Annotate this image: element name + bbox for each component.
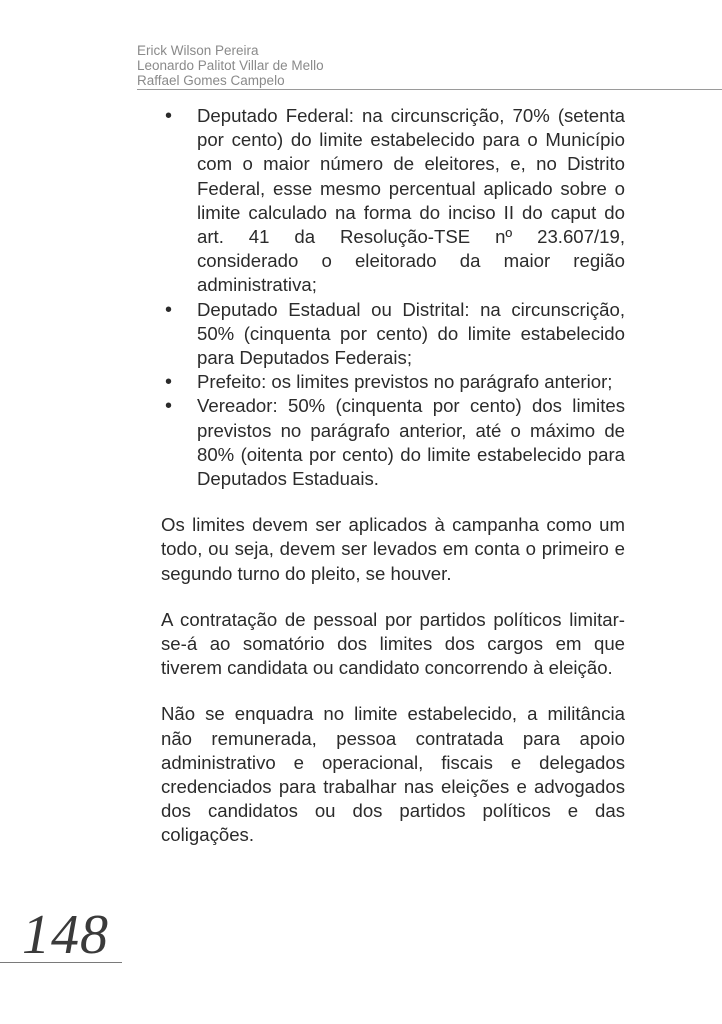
bullet-icon: • (165, 371, 173, 394)
page-number: 148 (22, 904, 109, 966)
list-item (161, 298, 625, 371)
footer-divider (0, 962, 122, 963)
list-item-text: Vereador: 50% (cinquenta por cento) dos limites previstos no parágrafo anterior, até o máximo de 80% (oitenta por cento) do limite estabelecido para Deputados Estaduais. (197, 395, 625, 490)
list-item-text: Deputado Estadual ou Distrital: na circunscrição, 50% (cinquenta por cento) do limite estabelecido para Deputados Federais; (197, 298, 625, 369)
paragraph: Os limites devem ser aplicados à campanha como um todo, ou seja, devem ser levados em conta o primeiro e segundo turno do pleito, se houver. (161, 514, 625, 584)
list-item (161, 394, 625, 491)
header-divider (137, 89, 722, 90)
list-item-text: Deputado Federal: na circunscrição, 70% (setenta por cento) do limite estabelecido para o Município com o maior número de eleitores, e, no Distrito Federal, esse mesmo percentual aplicado sobre o limite calculado na forma do inciso II do caput do art. 41 da Resolução-TSE nº 23.607/19, considerado o eleitorado da maior região administrativa; (197, 105, 625, 296)
body-text (161, 104, 625, 848)
header-author: Erick Wilson Pereira (137, 43, 259, 58)
running-header (137, 43, 324, 88)
paragraph: Não se enquadra no limite estabelecido, a militância não remunerada, pessoa contratada para apoio administrativo e operacional, fiscais e delegados credenciados para trabalhar nas eleições e advogados dos candidatos ou dos partidos políticos e das coligações. (161, 703, 625, 846)
bullet-list (161, 104, 625, 491)
paragraph: A contratação de pessoal por partidos políticos limitar-se-á ao somatório dos limites dos cargos em que tiverem candidata ou candidato concorrendo à eleição. (161, 608, 625, 679)
list-item (161, 104, 625, 298)
bullet-icon: • (165, 395, 173, 418)
list-item-text: Prefeito: os limites previstos no parágrafo anterior; (197, 371, 613, 393)
bullet-icon: • (165, 105, 173, 127)
bullet-icon: • (165, 298, 173, 321)
list-item (161, 370, 625, 394)
header-author: Raffael Gomes Campelo (137, 73, 285, 88)
header-author: Leonardo Palitot Villar de Mello (137, 58, 324, 73)
